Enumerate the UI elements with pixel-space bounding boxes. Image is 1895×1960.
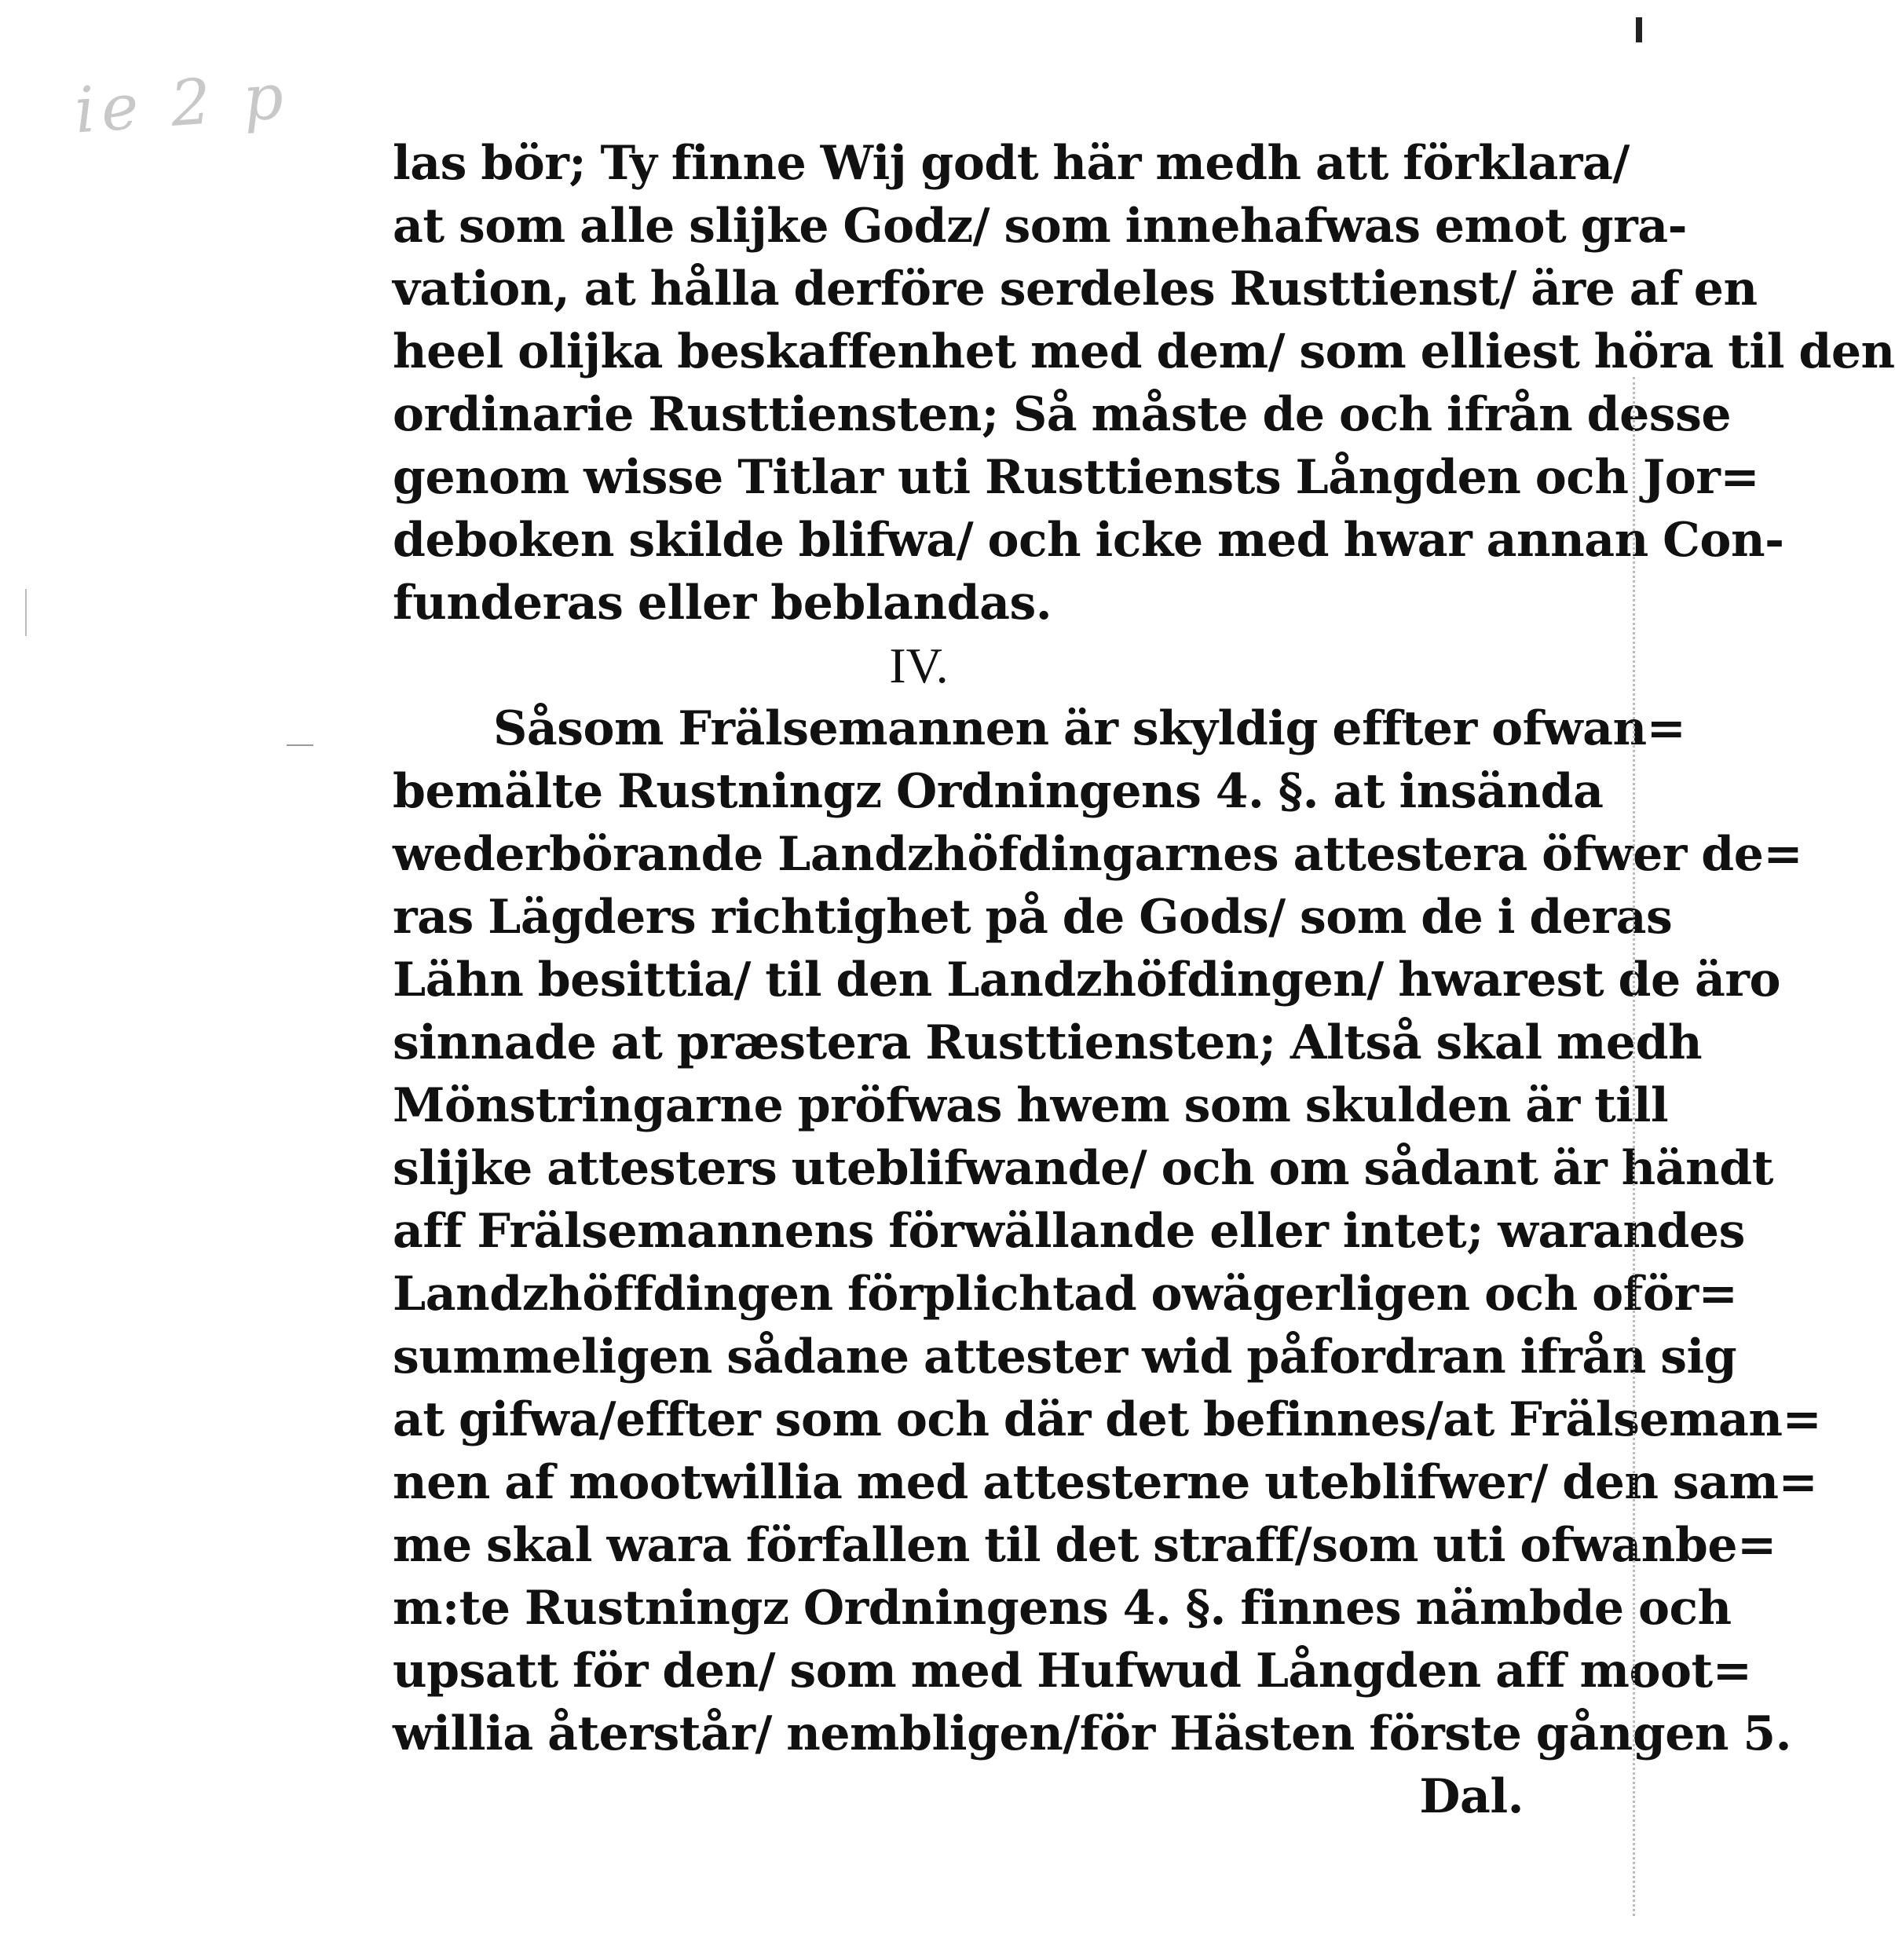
text-line: ordinarie Rusttiensten; Så måste de och ifrån desse bbox=[393, 387, 1732, 442]
text-line: Landzhöffdingen förplichtad owägerligen och oför= bbox=[393, 1267, 1738, 1322]
scan-speck bbox=[25, 589, 27, 636]
text-line: vation, at hålla derföre serdeles Rusttienst/ äre af en bbox=[393, 261, 1758, 316]
scan-edge-dots bbox=[1633, 377, 1635, 1916]
text-line: bemälte Rustningz Ordningens 4. §. at insända bbox=[393, 764, 1604, 819]
text-line: sinnade at præstera Rusttiensten; Altså skal medh bbox=[393, 1015, 1703, 1070]
text-line: m:te Rustningz Ordningens 4. §. finnes nämbde och bbox=[393, 1581, 1732, 1636]
text-line: willia återstår/ nembligen/för Hästen förste gången 5. bbox=[393, 1706, 1792, 1761]
text-line: Lähn besittia/ til den Landzhöfdingen/ hwarest de äro bbox=[393, 953, 1781, 1007]
section-heading: IV. bbox=[889, 638, 949, 693]
text-line: wederbörande Landzhöfdingarnes attestera öfwer de= bbox=[393, 827, 1803, 882]
text-line: heel olijka beskaffenhet med dem/ som elliest höra til den bbox=[393, 324, 1895, 379]
text-line: las bör; Ty finne Wij godt här medh att förklara/ bbox=[393, 136, 1630, 191]
text-line: upsatt för den/ som med Hufwud Långden aff moot= bbox=[393, 1644, 1752, 1699]
text-line: summeligen sådane attester wid påfordran ifrån sig bbox=[393, 1329, 1737, 1384]
text-line: at gifwa/effter som och där det befinnes/at Frälseman= bbox=[393, 1392, 1822, 1447]
catchword: Dal. bbox=[1419, 1769, 1524, 1824]
text-line: Mönstringarne pröfwas hwem som skulden är till bbox=[393, 1078, 1669, 1133]
text-line: slijke attesters uteblifwande/ och om sådant är händt bbox=[393, 1141, 1773, 1196]
handwritten-shelf-mark: ie 2 p bbox=[72, 59, 292, 148]
text-line: aff Frälsemannens förwällande eller intet; warandes bbox=[393, 1204, 1745, 1259]
scan-speck bbox=[287, 744, 313, 746]
text-line: ras Lägders richtighet på de Gods/ som de i deras bbox=[393, 890, 1673, 945]
text-line: genom wisse Titlar uti Rusttiensts Långden och Jor= bbox=[393, 450, 1760, 505]
text-line: at som alle slijke Godz/ som innehafwas emot gra- bbox=[393, 199, 1687, 254]
text-line: Såsom Frälsemannen är skyldig effter ofwan= bbox=[493, 701, 1686, 756]
scan-edge-mark bbox=[1636, 17, 1642, 42]
body-text bbox=[393, 132, 1895, 1828]
text-line: funderas eller beblandas. bbox=[393, 576, 1052, 631]
text-line: deboken skilde blifwa/ och icke med hwar annan Con- bbox=[393, 513, 1784, 568]
text-line: me skal wara förfallen til det straff/som uti ofwanbe= bbox=[393, 1518, 1776, 1573]
text-line: nen af mootwillia med attesterne uteblifwer/ den sam= bbox=[393, 1455, 1818, 1510]
